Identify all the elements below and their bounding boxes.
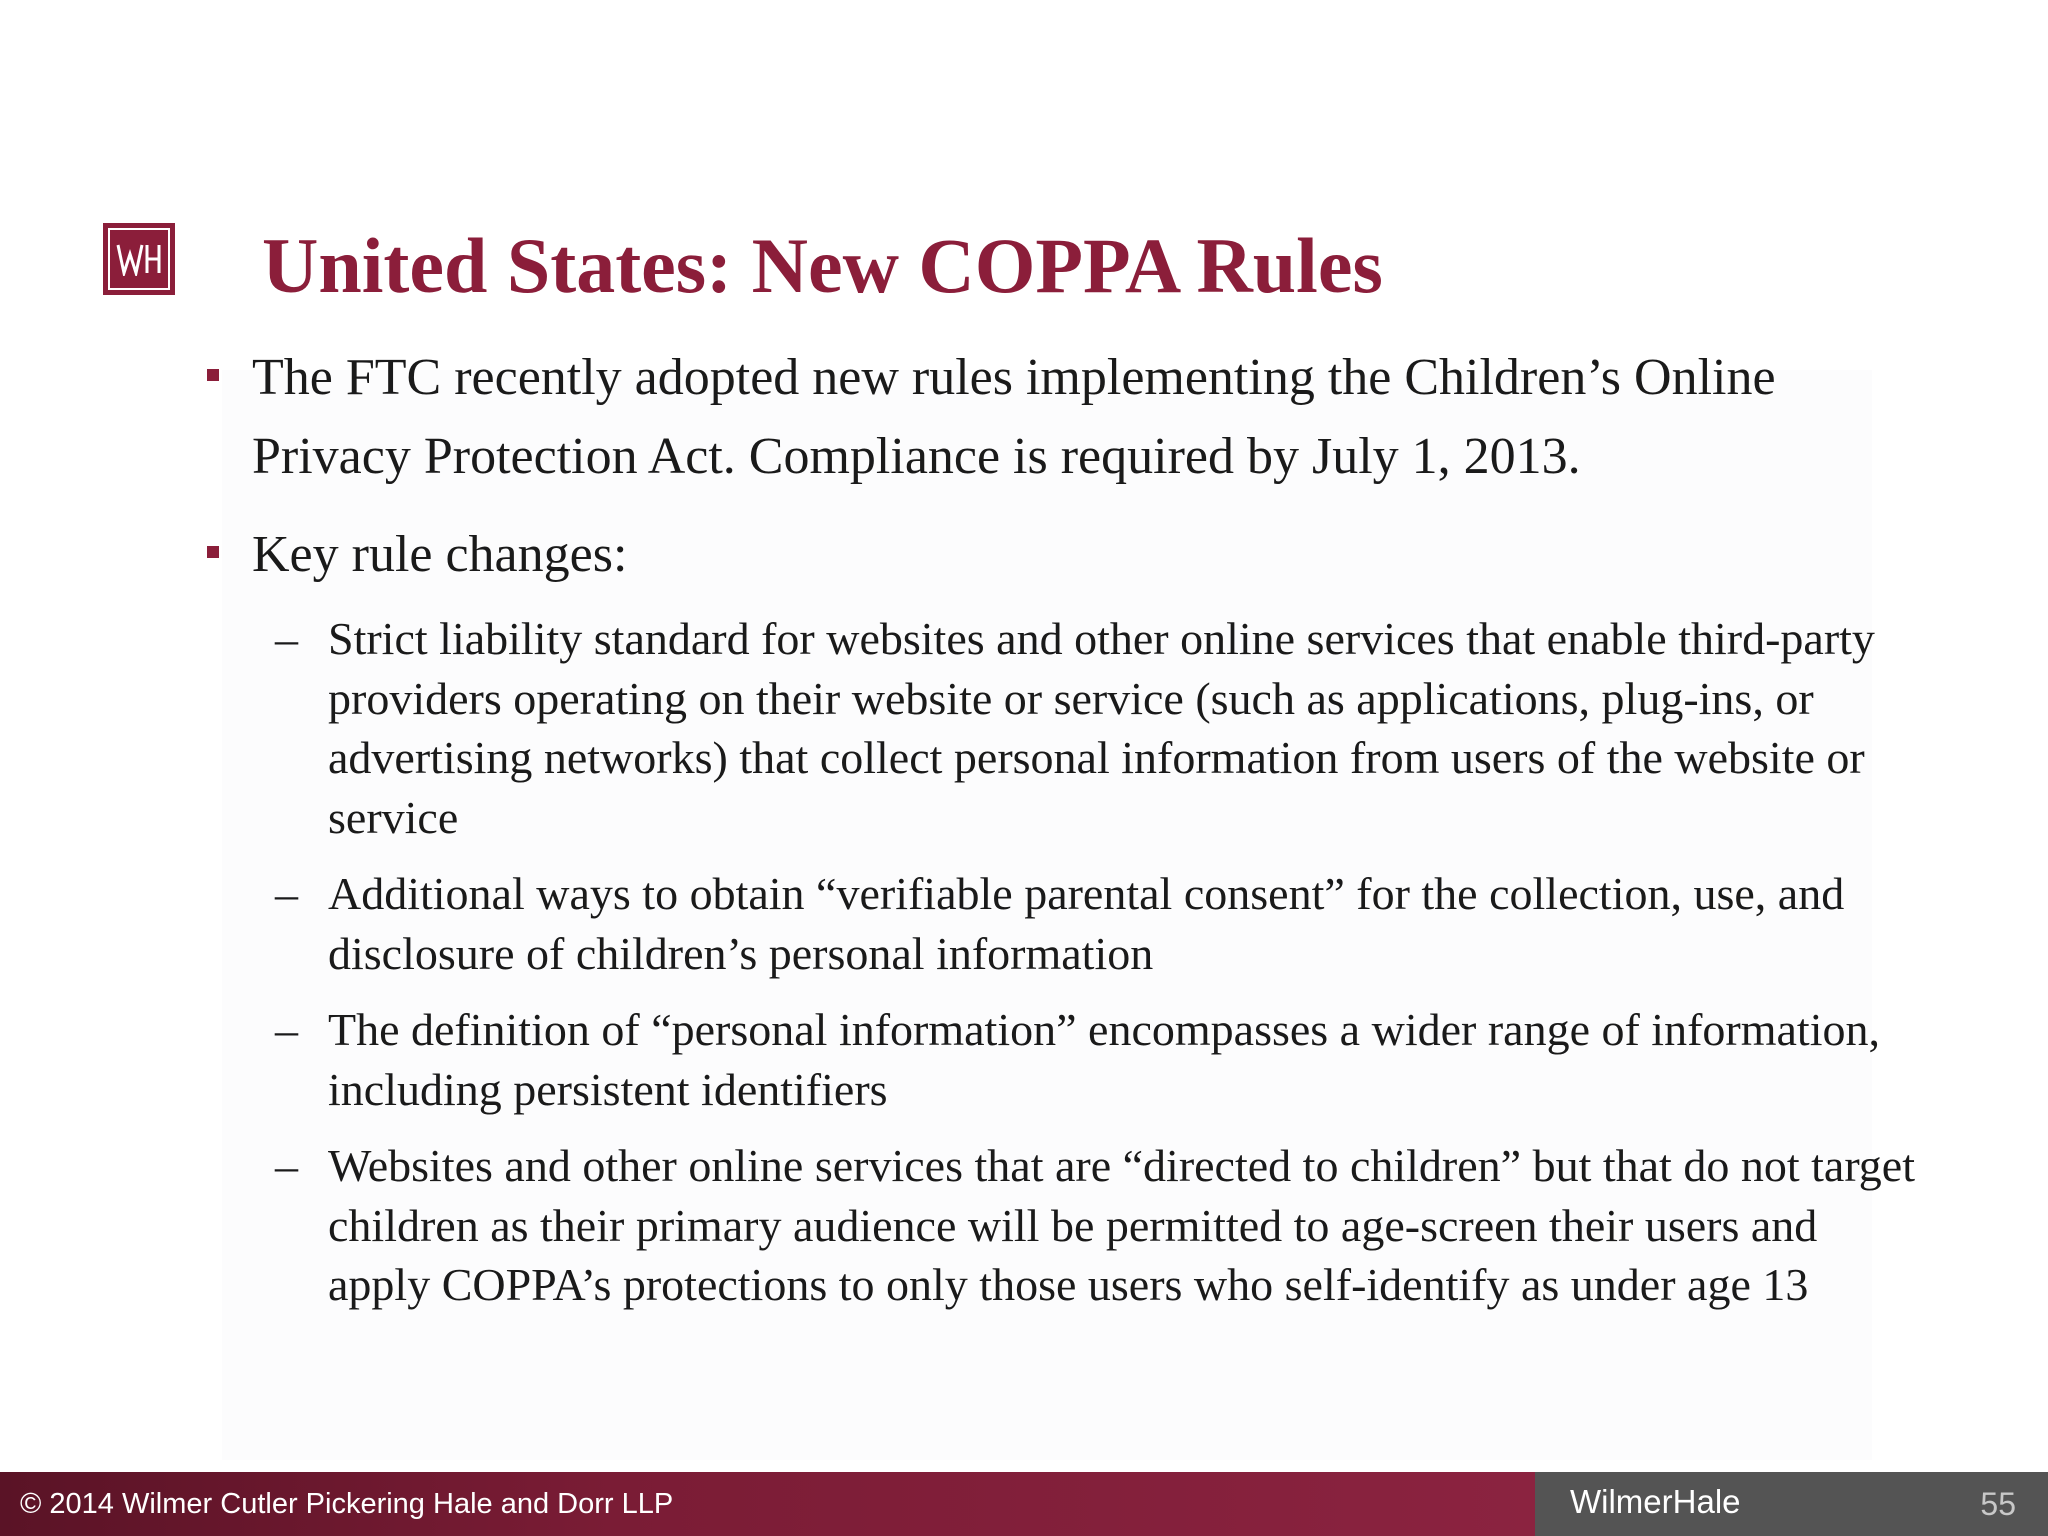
page-number: 55 bbox=[1980, 1486, 2016, 1522]
logo-inner-frame bbox=[108, 228, 170, 290]
copyright-text: © 2014 Wilmer Cutler Pickering Hale and Dorr LLP bbox=[20, 1488, 674, 1520]
dash-marker: – bbox=[275, 613, 298, 664]
square-bullet-icon bbox=[207, 369, 219, 381]
bullet-text: The FTC recently adopted new rules implementing the Children’s Online Privacy Protection Act. Compliance is required by July 1, 2013. bbox=[252, 349, 1776, 485]
wilmerhale-logo bbox=[103, 223, 175, 295]
sub-bullet-item bbox=[275, 864, 1918, 983]
dash-marker: – bbox=[275, 868, 298, 919]
bullet-text: Key rule changes: bbox=[252, 526, 628, 583]
slide-title: United States: New COPPA Rules bbox=[262, 222, 1383, 309]
brand-name: WilmerHale bbox=[1570, 1483, 1741, 1520]
sub-bullet-text: Additional ways to obtain “verifiable parental consent” for the collection, use, and disclosure of children’s personal information bbox=[328, 868, 1845, 979]
sub-bullet-item bbox=[275, 1000, 1918, 1119]
wh-monogram-icon bbox=[116, 242, 162, 276]
bullet-item bbox=[252, 515, 1892, 594]
square-bullet-icon bbox=[207, 546, 219, 558]
dash-marker: – bbox=[275, 1140, 298, 1191]
bullet-item bbox=[252, 338, 1892, 496]
sub-bullet-item bbox=[275, 1136, 1918, 1315]
footer-bar bbox=[0, 1472, 2048, 1536]
sub-bullet-text: Websites and other online services that are “directed to children” but that do not target children as their primary audience will be permitted to age-screen their users and apply COPPA’s protections to only those users who self-identify as under age 13 bbox=[328, 1140, 1915, 1310]
sub-bullet-text: The definition of “personal information” encompasses a wider range of information, including persistent identifiers bbox=[328, 1004, 1880, 1115]
dash-marker: – bbox=[275, 1004, 298, 1055]
sub-bullet-item bbox=[275, 609, 1918, 847]
sub-bullet-text: Strict liability standard for websites and other online services that enable third-party providers operating on their website or service (such as applications, plug-ins, or advertising networks) that collect personal information from users of the website or service bbox=[328, 613, 1875, 843]
